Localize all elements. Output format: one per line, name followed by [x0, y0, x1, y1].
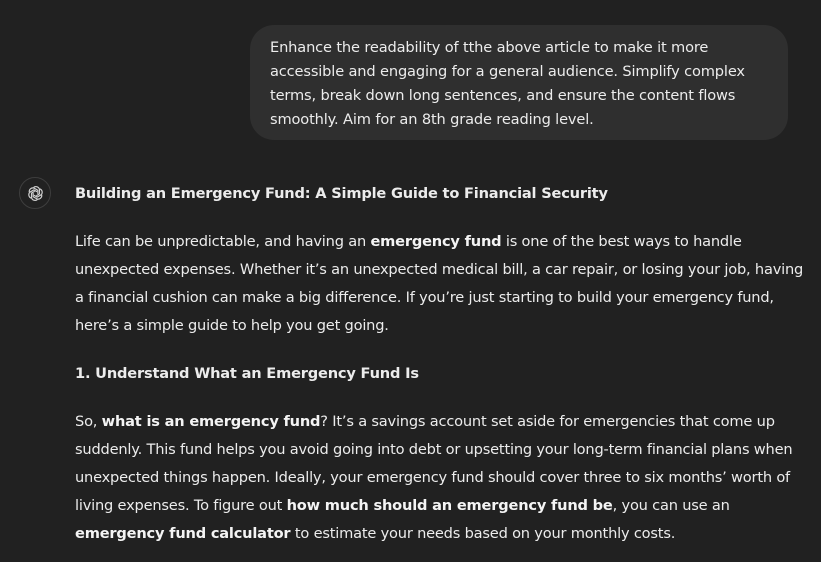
user-message-row: [250, 25, 788, 140]
user-message-text: Enhance the readability of tthe above article to make it more accessible and engaging for a general audience. Simplify complex terms, break down long sentences, and ensure the content flows smoothly. Aim for an 8th grade reading level.: [270, 39, 745, 128]
user-message-bubble: [250, 25, 788, 140]
intro-text-cont: is one of the best ways to handle unexpected expenses. Whether it’s an unexpected medical bill, a car repair, or losing your job, having a financial cushion can make a big difference. If you’re just starting to build your emergency fund, here’s a simple guide to help you get going.: [75, 233, 804, 334]
section-paragraph: [75, 408, 805, 548]
intro-bold-term: emergency fund: [370, 233, 502, 250]
section-text-cont-2: , you can use an: [612, 497, 730, 514]
section-bold-term-3: emergency fund calculator: [75, 525, 291, 542]
intro-text: Life can be unpredictable, and having an: [75, 233, 371, 250]
section-text-cont-3: to estimate your needs based on your monthly costs.: [290, 525, 676, 542]
section-text-cont: ? It’s a savings account set aside for emergencies that come up suddenly. This fund helps you avoid going into debt or upsetting your long-term financial plans when unexpected things happen. Ideally, your emergency fund should cover three to six months’ worth of living expenses. To figure out: [75, 413, 793, 514]
section-bold-term-1: what is an emergency fund: [101, 413, 321, 430]
intro-paragraph: [75, 228, 805, 340]
section-heading: 1. Understand What an Emergency Fund Is: [75, 365, 419, 382]
section-text: So,: [75, 413, 102, 430]
article-title: Building an Emergency Fund: A Simple Guide to Financial Security: [75, 185, 608, 202]
assistant-message-content: [75, 176, 805, 548]
section-bold-term-2: how much should an emergency fund be: [286, 497, 613, 514]
openai-logo-icon: [26, 184, 45, 203]
assistant-avatar: [19, 177, 51, 209]
